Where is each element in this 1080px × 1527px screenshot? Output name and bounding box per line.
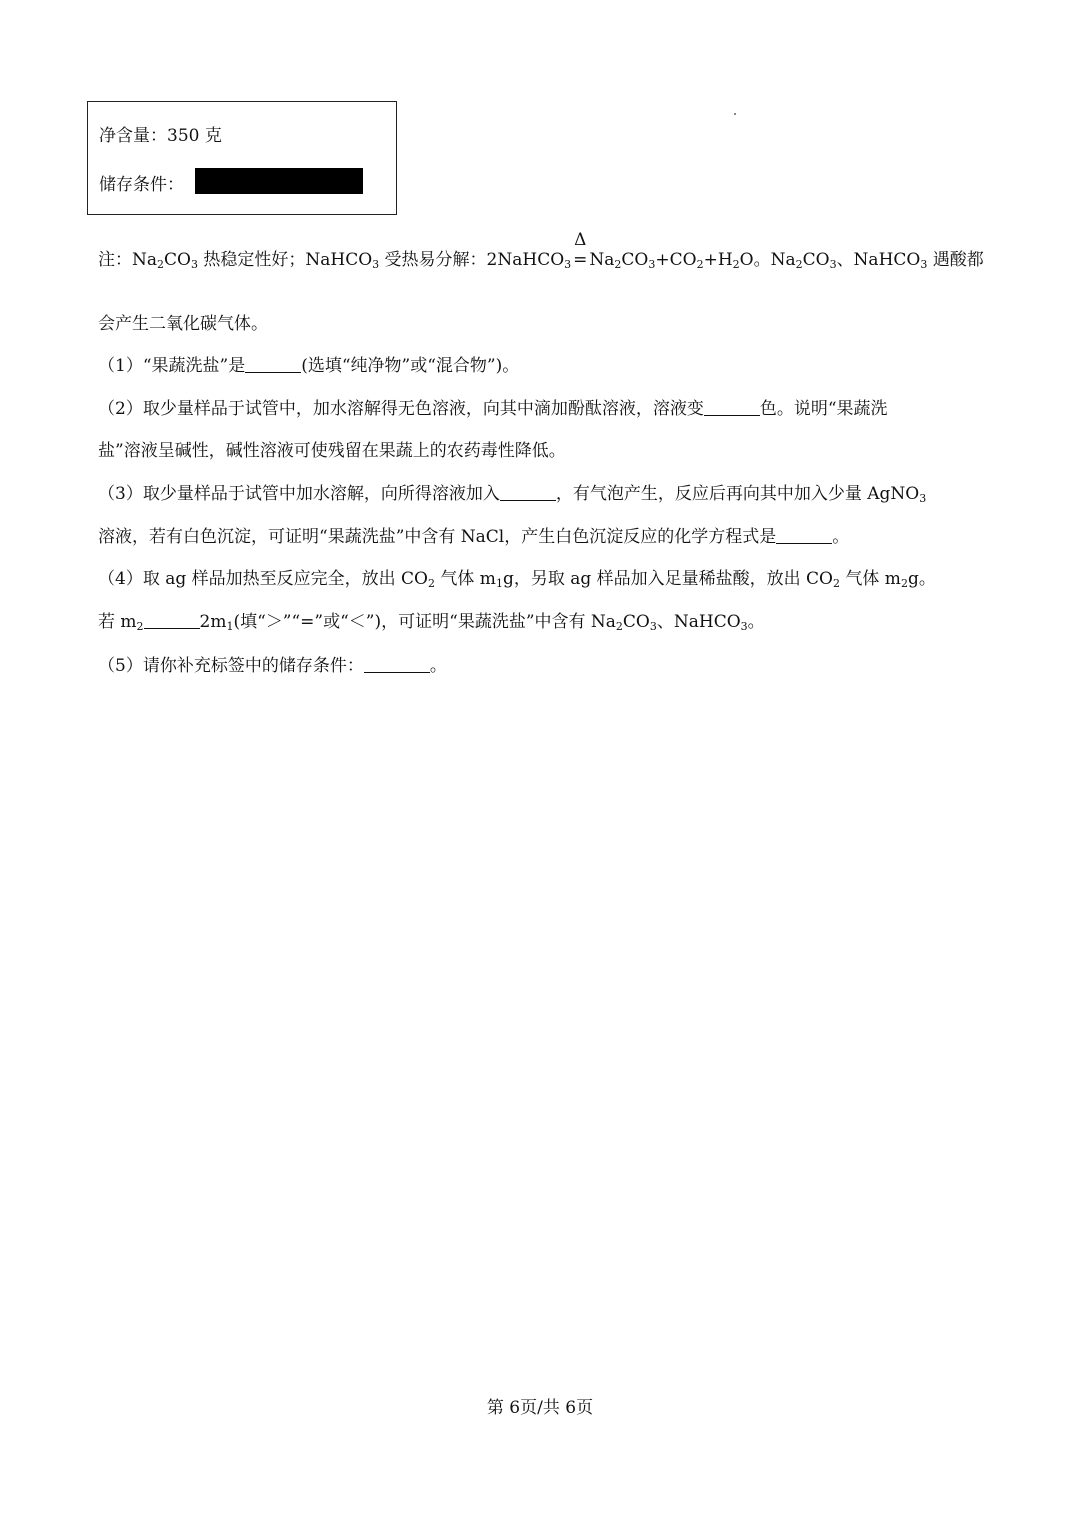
answer-blank-3b[interactable] <box>776 527 832 544</box>
storage-condition-label: 储存条件： <box>99 175 184 195</box>
redacted-storage-condition <box>195 168 363 194</box>
page-footer: 第 6页/共 6页 <box>486 1398 594 1418</box>
question-3-line-2: 溶液，若有白色沉淀，可证明“果蔬洗盐”中含有 NaCl，产生白色沉淀反应的化学方程式是 。 <box>98 527 850 547</box>
note-line-1: 注：$Na_2CO_3$ 热稳定性好；NaHCO$_3$ 受热易分解：2NaHCO$_3$ Δ = $Na_2CO_3+CO_2+H_2O$。$Na_2CO_3$、NaHCO$_3$ 遇酸都 <box>98 230 984 271</box>
delta-symbol: Δ <box>574 230 587 250</box>
question-3-line-1: （3）取少量样品于试管中加水溶解，向所得溶液加入 ，有气泡产生，反应后再向其中加入少量 AgNO$_3$ <box>98 484 927 505</box>
answer-blank-2[interactable] <box>704 399 760 416</box>
question-4-line-1: （4）取 ag 样品加热至反应完全，放出 $CO_2$ 气体 $m_1g$，另取 ag 样品加入足量稀盐酸，放出 $CO_2$ 气体 $m_2g$。 <box>98 569 936 590</box>
note-line-2: 会产生二氧化碳气体。 <box>98 314 268 334</box>
question-4-line-2: 若 $m_2$ $2m_1$(填“＞”“=”或“＜”)，可证明“果蔬洗盐”中含有 $Na_2CO_3$、NaHCO$_3$。 <box>98 612 765 633</box>
question-2-line-1: （2）取少量样品于试管中，加水溶解得无色溶液，向其中滴加酚酞溶液，溶液变 色。说明“果蔬洗 <box>98 399 888 419</box>
answer-blank-3a[interactable] <box>500 484 556 501</box>
question-1: （1）“果蔬洗盐”是 (选填“纯净物”或“混合物”)。 <box>98 356 520 376</box>
answer-blank-1[interactable] <box>245 356 301 373</box>
product-label-box <box>87 101 397 215</box>
heating-condition: Δ = <box>573 230 588 270</box>
stray-dot <box>734 113 736 115</box>
question-2-line-2: 盐”溶液呈碱性，碱性溶液可使残留在果蔬上的农药毒性降低。 <box>98 441 566 461</box>
answer-blank-5[interactable] <box>364 656 430 673</box>
answer-blank-4[interactable] <box>144 612 200 629</box>
net-weight-text: 净含量：350 克 <box>99 126 222 146</box>
question-5: （5）请你补充标签中的储存条件： 。 <box>98 656 447 676</box>
